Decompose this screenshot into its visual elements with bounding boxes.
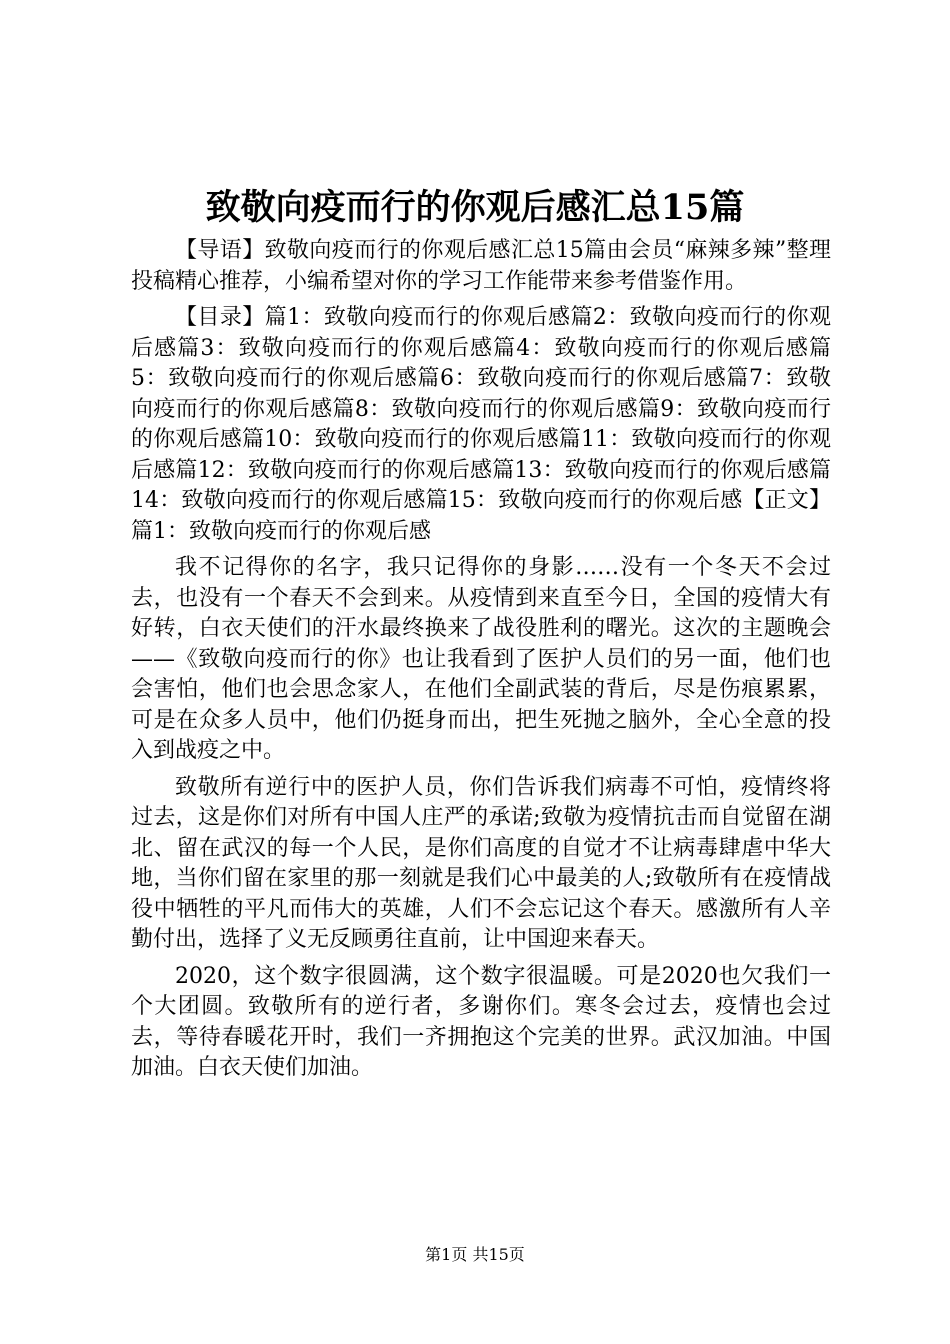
body-paragraph-1: 我不记得你的名字，我只记得你的身影……没有一个冬天不会过去，也没有一个春天不会到来。从疫情到来直至今日，全国的疫情大有好转，白衣天使们的汗水最终换来了战役胜利的曙光。这次的主题晚会——《致敬向疫而行的你》也让我看到了医护人员们的另一面，他们也会害怕，他们也会思念家人，在他们全副武装的背后，尽是伤痕累累，可是在众多人员中，他们仍挺身而出，把生死抛之脑外，全心全意的投入到战疫之中。 [131,555,831,763]
body-paragraph-3: 2020，这个数字很圆满，这个数字很温暖。可是2020也欠我们一个大团圆。致敬所有的逆行者，多谢你们。寒冬会过去，疫情也会过去，等待春暖花开时，我们一齐拥抱这个完美的世界。武汉加油。中国加油。白衣天使们加油。 [131,963,831,1080]
document-body [131,236,831,1084]
table-of-contents-paragraph: 【目录】篇1：致敬向疫而行的你观后感篇2：致敬向疫而行的你观后感篇3：致敬向疫而行的你观后感篇4：致敬向疫而行的你观后感篇5：致敬向疫而行的你观后感篇6：致敬向疫而行的你观后感篇7：致敬向疫而行的你观后感篇8：致敬向疫而行的你观后感篇9：致敬向疫而行的你观后感篇10：致敬向疫而行的你观后感篇11：致敬向疫而行的你观后感篇12：致敬向疫而行的你观后感篇13：致敬向疫而行的你观后感篇14：致敬向疫而行的你观后感篇15：致敬向疫而行的你观后感【正文】篇1：致敬向疫而行的你观后感 [131,305,831,544]
page-number-footer: 第1页 共15页 [425,1245,525,1264]
document-title: 致敬向疫而行的你观后感汇总15篇 [205,187,745,228]
intro-paragraph: 【导语】致敬向疫而行的你观后感汇总15篇由会员“麻辣多辣”整理投稿精心推荐，小编希望对你的学习工作能带来参考借鉴作用。 [131,238,831,294]
body-paragraph-2: 致敬所有逆行中的医护人员，你们告诉我们病毒不可怕，疫情终将过去，这是你们对所有中国人庄严的承诺;致敬为疫情抗击而自觉留在湖北、留在武汉的每一个人民，是你们高度的自觉才不让病毒肆虐中华大地，当你们留在家里的那一刻就是我们心中最美的人;致敬所有在疫情战役中牺牲的平凡而伟大的英雄，人们不会忘记这个春天。感激所有人辛勤付出，选择了义无反顾勇往直前，让中国迎来春天。 [131,774,831,952]
